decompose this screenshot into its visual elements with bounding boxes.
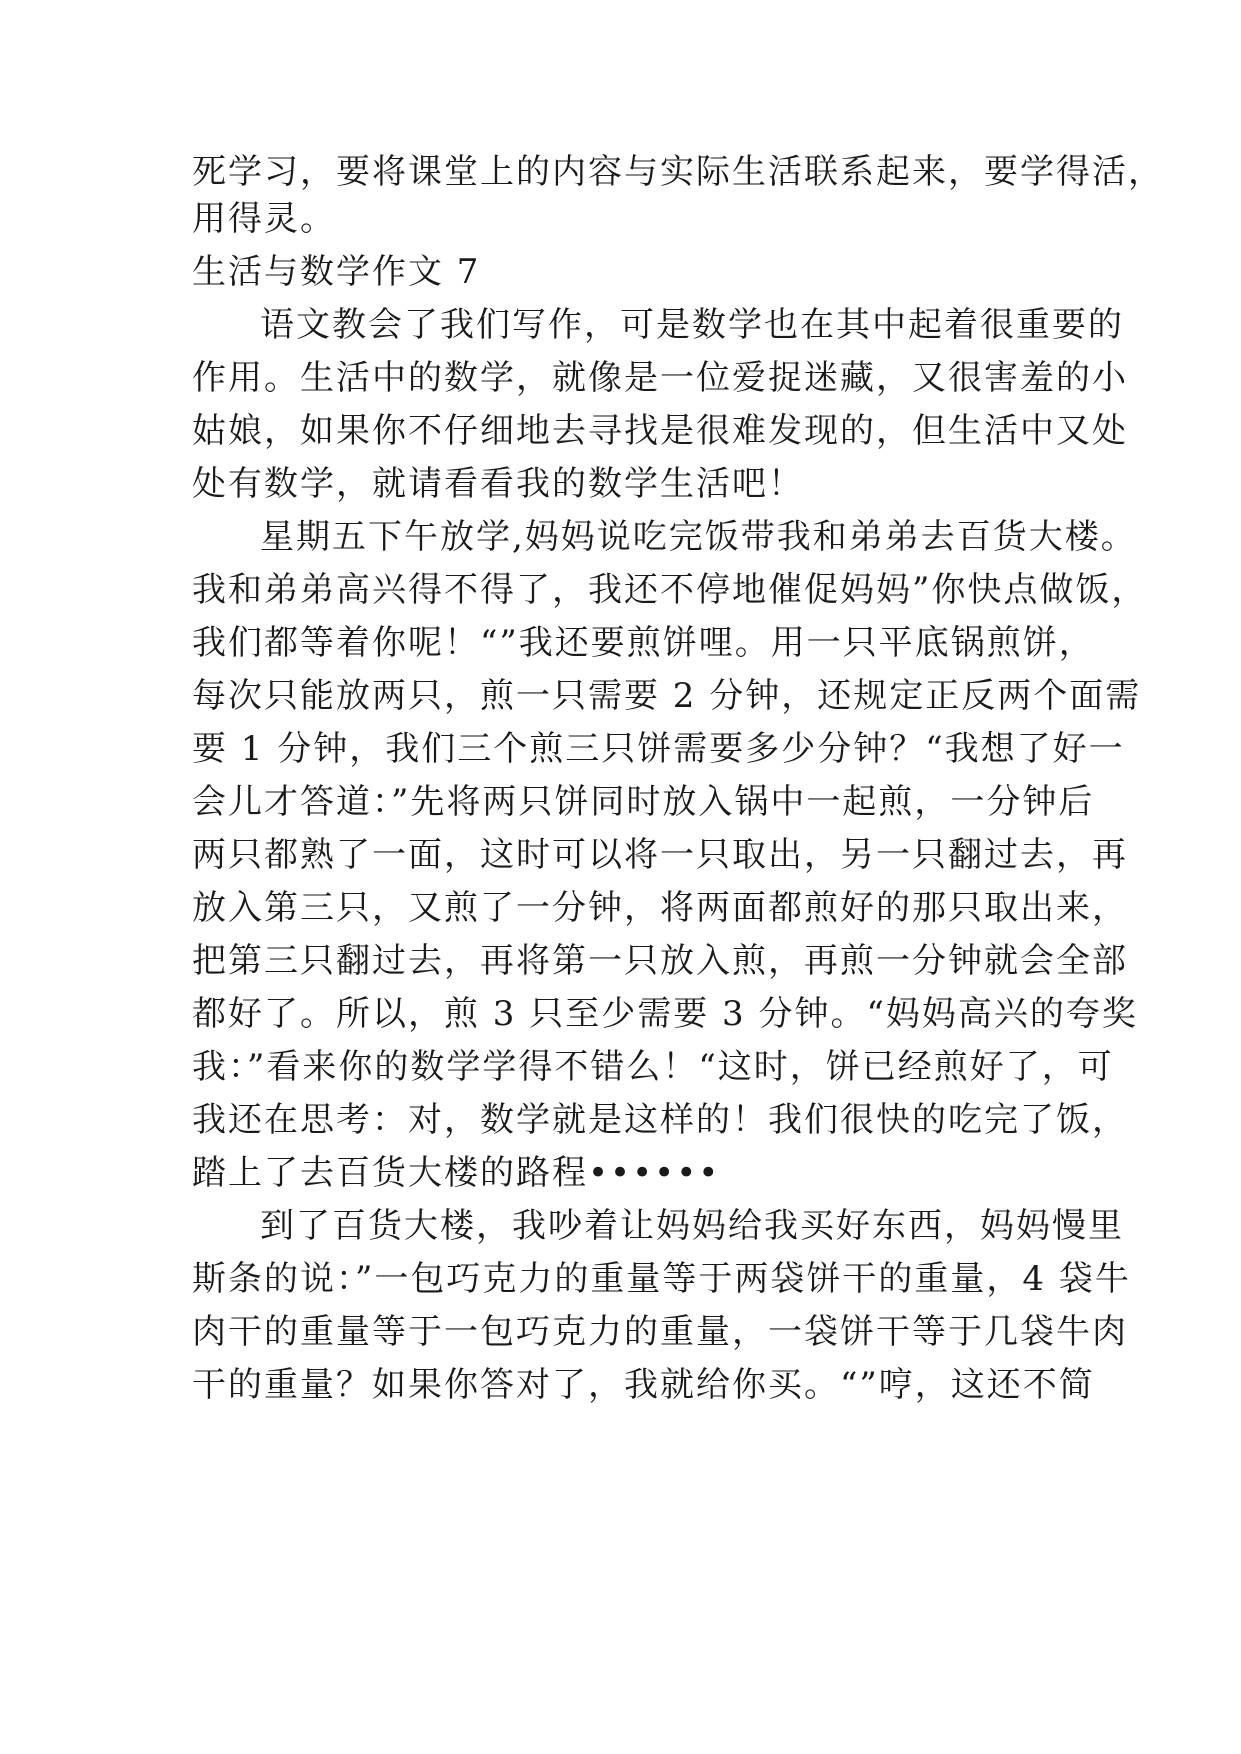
text-line: 放入第三只，又煎了一分钟，将两面都煎好的那只取出来， (192, 888, 1128, 928)
text-line: 姑娘，如果你不仔细地去寻找是很难发现的，但生活中又处 (192, 411, 1128, 451)
text-line: 干的重量？如果你答对了，我就给你买。“”哼，这还不简 (192, 1365, 1095, 1405)
text-line: 语文教会了我们写作，可是数学也在其中起着很重要的 (260, 305, 1124, 345)
text-line: 肉干的重量等于一包巧克力的重量，一袋饼干等于几袋牛肉 (192, 1312, 1128, 1352)
text-line: 我还在思考：对，数学就是这样的！我们很快的吃完了饭， (192, 1100, 1128, 1140)
text-line: 用得灵。 (192, 199, 336, 239)
text-line: 我们都等着你呢！“”我还要煎饼哩。用一只平底锅煎饼， (192, 623, 1095, 663)
text-line: 处有数学，就请看看我的数学生活吧！ (192, 464, 804, 504)
text-line: 死学习，要将课堂上的内容与实际生活联系起来，要学得活， (192, 152, 1164, 192)
text-line: 斯条的说：”一包巧克力的重量等于两袋饼干的重量，4 袋牛 (192, 1259, 1131, 1299)
text-line: 都好了。所以，煎 3 只至少需要 3 分钟。“妈妈高兴的夸奖 (192, 994, 1138, 1034)
text-line: 两只都熟了一面，这时可以将一只取出，另一只翻过去，再 (192, 835, 1128, 875)
text-line: 会儿才答道：”先将两只饼同时放入锅中一起煎，一分钟后 (192, 782, 1095, 822)
text-line: 到了百货大楼，我吵着让妈妈给我买好东西，妈妈慢里 (260, 1206, 1124, 1246)
text-line: 我：”看来你的数学学得不错么！“这时，饼已经煎好了，可 (192, 1047, 1114, 1087)
text-line: 踏上了去百货大楼的路程•••••• (192, 1153, 721, 1193)
text-line: 把第三只翻过去，再将第一只放入煎，再煎一分钟就会全部 (192, 941, 1128, 981)
section-heading: 生活与数学作文 7 (192, 252, 481, 292)
text-line: 我和弟弟高兴得不得了，我还不停地催促妈妈”你快点做饭， (192, 570, 1148, 610)
text-line: 作用。生活中的数学，就像是一位爱捉迷藏，又很害羞的小 (192, 358, 1128, 398)
text-line: 星期五下午放学,妈妈说吃完饭带我和弟弟去百货大楼。 (260, 517, 1137, 557)
text-line: 每次只能放两只，煎一只需要 2 分钟，还规定正反两个面需 (192, 676, 1142, 716)
text-line: 要 1 分钟，我们三个煎三只饼需要多少分钟？“我想了好一 (192, 729, 1125, 769)
